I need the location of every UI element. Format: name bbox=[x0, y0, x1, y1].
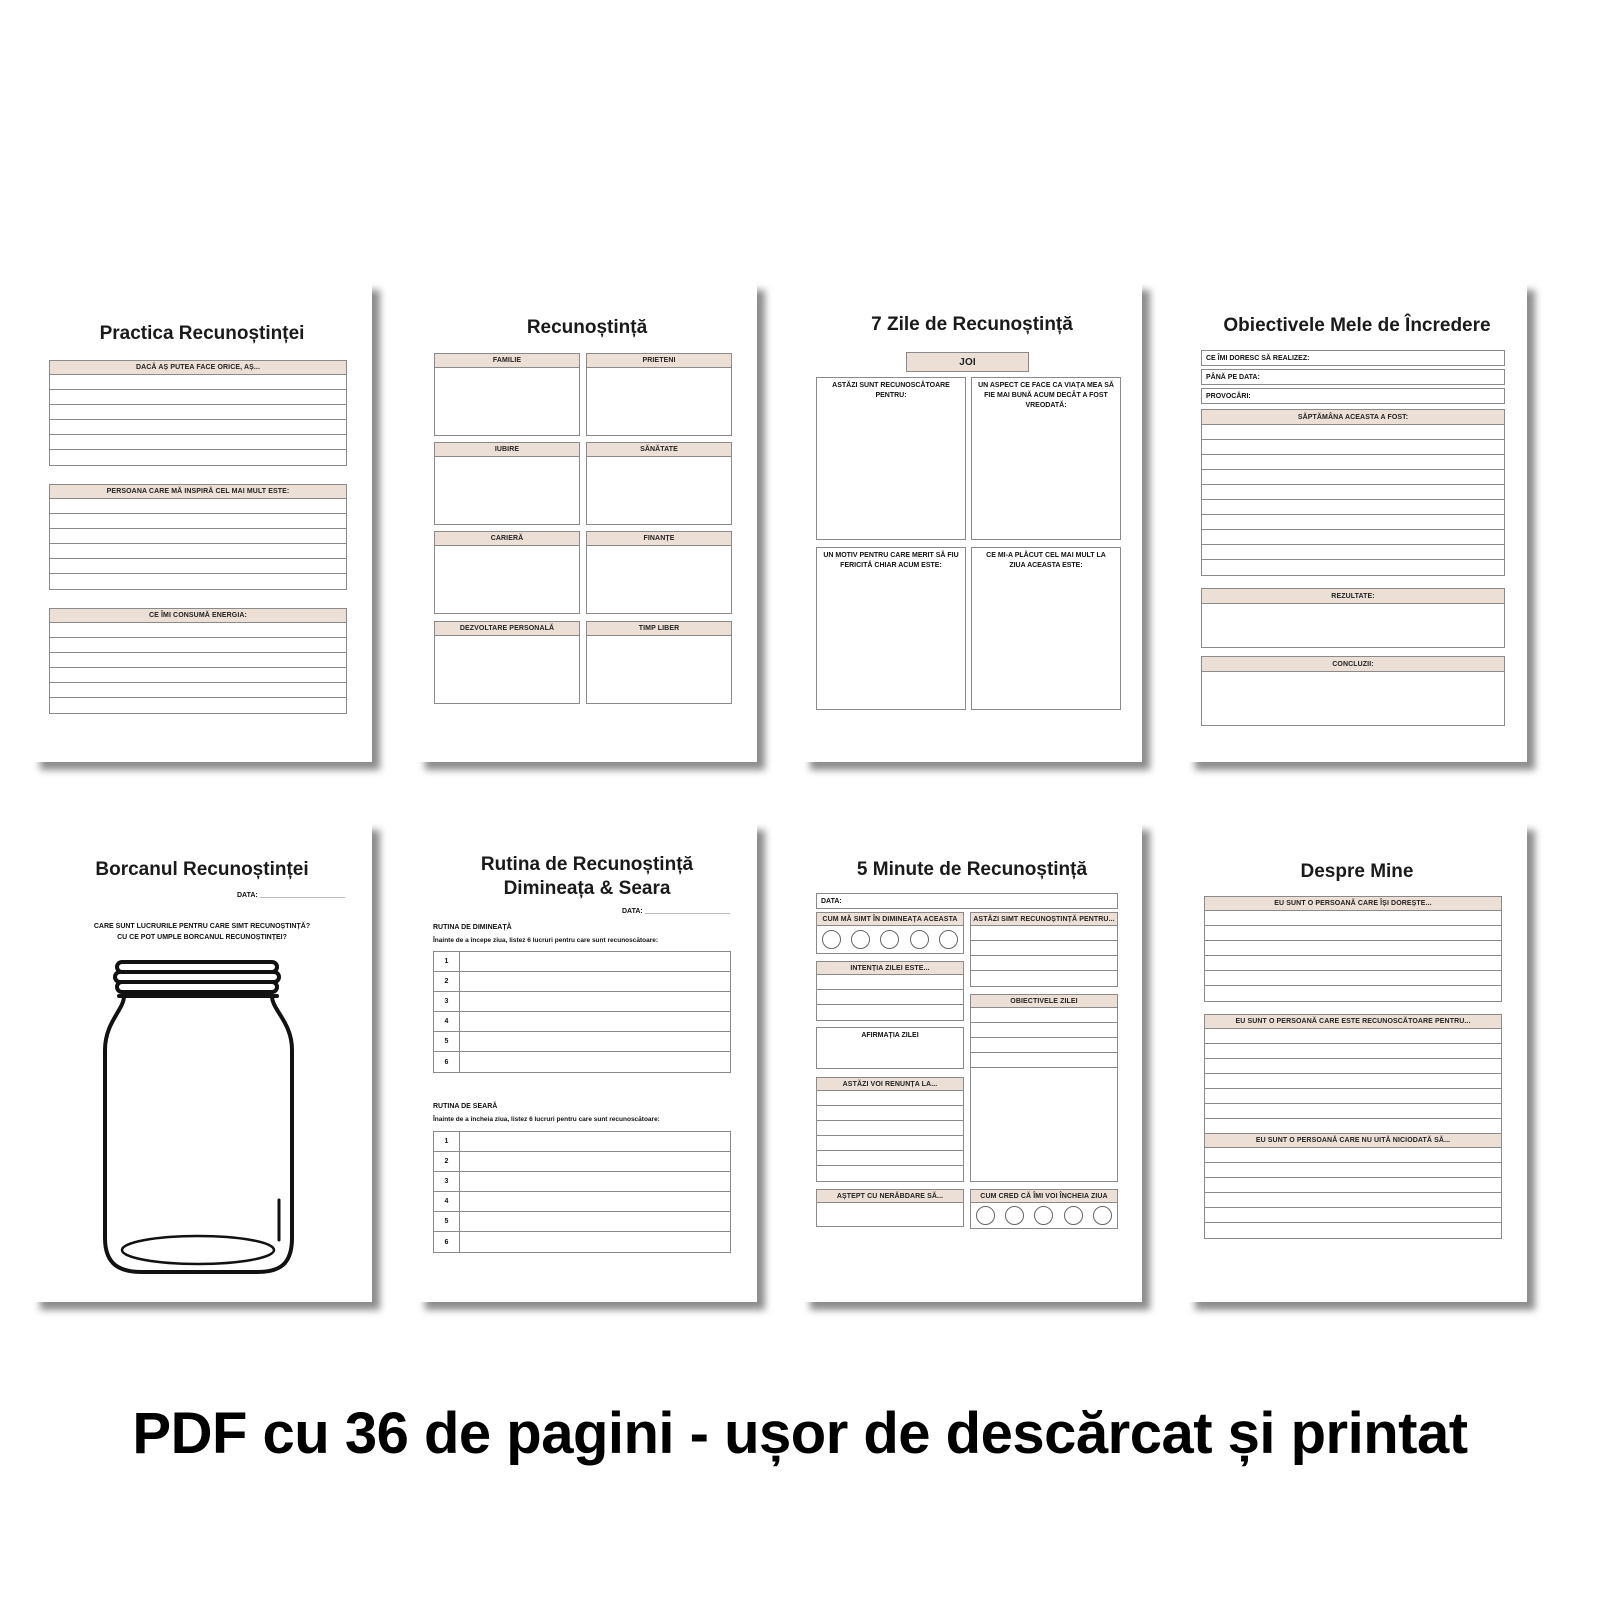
section-header: CUM MĂ SIMT ÎN DIMINEAȚA ACEASTA bbox=[816, 912, 964, 926]
page-title: 5 Minute de Recunoștință bbox=[856, 859, 1088, 880]
section-header: PERSOANA CARE MĂ INSPIRĂ CEL MAI MULT ESTE: bbox=[49, 484, 347, 499]
evening-text: Înainte de a încheia ziua, listez 6 lucruri pentru care sunt recunoscătoare: bbox=[433, 1116, 660, 1123]
box-header: TIMP LIBER bbox=[586, 621, 732, 636]
page-7-zile bbox=[802, 282, 1142, 762]
box-header: CARIERĂ bbox=[434, 531, 580, 546]
box-header: DEZVOLTARE PERSONALĂ bbox=[434, 621, 580, 636]
footer-caption: PDF cu 36 de pagini - ușor de descărcat și printat bbox=[132, 1401, 1468, 1466]
section-header: ASTĂZI VOI RENUNȚA LA... bbox=[816, 1077, 964, 1091]
morning-text: Înainte de a începe ziua, listez 6 lucruri pentru care sunt recunoscătoare: bbox=[433, 937, 659, 944]
date-field: DATA: bbox=[816, 893, 1118, 909]
page-title: Despre Mine bbox=[1300, 861, 1414, 882]
date-field: DATA: ______________________ bbox=[237, 892, 346, 899]
section-header: EU SUNT O PERSOANĂ CARE NU UITĂ NICIODATĂ SĂ... bbox=[1204, 1133, 1502, 1148]
box-header: IUBIRE bbox=[434, 442, 580, 457]
section-header: SĂPTĂMÂNA ACEASTA A FOST: bbox=[1201, 409, 1505, 425]
section-header: CUM CRED CĂ ÎMI VOI ÎNCHEIA ZIUA bbox=[970, 1189, 1118, 1203]
box-header: PRIETENI bbox=[586, 353, 732, 368]
section-header: EU SUNT O PERSOANĂ CARE ESTE RECUNOSCĂTOARE PENTRU... bbox=[1204, 1014, 1502, 1029]
writing-lines bbox=[49, 375, 347, 466]
box-label: CE MI-A PLĂCUT CEL MAI MULT LA ZIUA ACEASTA ESTE: bbox=[986, 552, 1106, 569]
page-practica-recunostintei bbox=[32, 282, 372, 762]
evening-title: RUTINA DE SEARĂ bbox=[433, 1103, 498, 1110]
page-despre-mine bbox=[1187, 822, 1527, 1302]
date-field: DATA: ______________________ bbox=[622, 908, 731, 915]
page-title: Recunoștință bbox=[526, 317, 648, 338]
box-label: ASTĂZI SUNT RECUNOSCĂTOARE PENTRU: bbox=[832, 382, 950, 399]
section-header: INTENȚIA ZILEI ESTE... bbox=[816, 961, 964, 975]
page-title: Borcanul Recunoștinței bbox=[95, 859, 309, 880]
page-title: 7 Zile de Recunoștință bbox=[871, 314, 1073, 335]
box-header: FAMILIE bbox=[434, 353, 580, 368]
section-header: DACĂ AȘ PUTEA FACE ORICE, AȘ... bbox=[49, 360, 347, 375]
page-5-minute bbox=[802, 822, 1142, 1302]
mood-circles bbox=[816, 926, 964, 954]
box-header: FINANȚE bbox=[586, 531, 732, 546]
page-subtitle: Dimineața & Seara bbox=[503, 878, 671, 899]
section-header: ASTĂZI SIMT RECUNOȘTINȚĂ PENTRU... bbox=[970, 912, 1118, 926]
section-header: CONCLUZII: bbox=[1201, 656, 1505, 672]
field-challenges: PROVOCĂRI: bbox=[1201, 388, 1505, 404]
section-header: AȘTEPT CU NERĂBDARE SĂ... bbox=[816, 1189, 964, 1203]
question: CARE SUNT LUCRURILE PENTRU CARE SIMT RECUNOȘTINȚĂ? bbox=[93, 923, 311, 930]
section-header: EU SUNT O PERSOANĂ CARE ÎȘI DOREȘTE... bbox=[1204, 896, 1502, 911]
section-header: CE ÎMI CONSUMĂ ENERGIA: bbox=[49, 608, 347, 623]
box-label: AFIRMAȚIA ZILEI bbox=[861, 1032, 919, 1039]
page-title: Obiectivele Mele de Încredere bbox=[1223, 315, 1491, 336]
morning-list: 1 2 3 4 5 6 bbox=[433, 951, 731, 1073]
page-obiectivele bbox=[1187, 282, 1527, 762]
writing-lines bbox=[49, 499, 347, 590]
field-date: PÂNĂ PE DATA: bbox=[1201, 369, 1505, 385]
page-rutina bbox=[417, 822, 757, 1302]
writing-lines bbox=[49, 623, 347, 714]
mood-circles bbox=[970, 1203, 1118, 1229]
field-realize: CE ÎMI DORESC SĂ REALIZEZ: bbox=[1201, 350, 1505, 366]
page-title: Rutina de Recunoștință bbox=[480, 854, 694, 875]
morning-title: RUTINA DE DIMINEAȚĂ bbox=[433, 924, 512, 931]
question: CU CE POT UMPLE BORCANUL RECUNOȘTINȚEI? bbox=[117, 934, 287, 941]
page-title: Practica Recunoștinței bbox=[99, 323, 305, 344]
evening-list: 1 2 3 4 5 6 bbox=[433, 1131, 731, 1253]
page-recunostinta bbox=[417, 282, 757, 762]
section-header: OBIECTIVELE ZILEI bbox=[970, 994, 1118, 1008]
jar-illustration bbox=[102, 960, 297, 1278]
section-header: REZULTATE: bbox=[1201, 588, 1505, 604]
box-label: UN ASPECT CE FACE CA VIAȚA MEA SĂ FIE MAI BUNĂ ACUM DECÂT A FOST VREODATĂ: bbox=[978, 382, 1114, 409]
page-borcanul bbox=[32, 822, 372, 1302]
day-label: JOI bbox=[906, 352, 1029, 372]
box-label: UN MOTIV PENTRU CARE MERIT SĂ FIU FERICITĂ CHIAR ACUM ESTE: bbox=[823, 552, 959, 569]
box-header: SĂNĂTATE bbox=[586, 442, 732, 457]
